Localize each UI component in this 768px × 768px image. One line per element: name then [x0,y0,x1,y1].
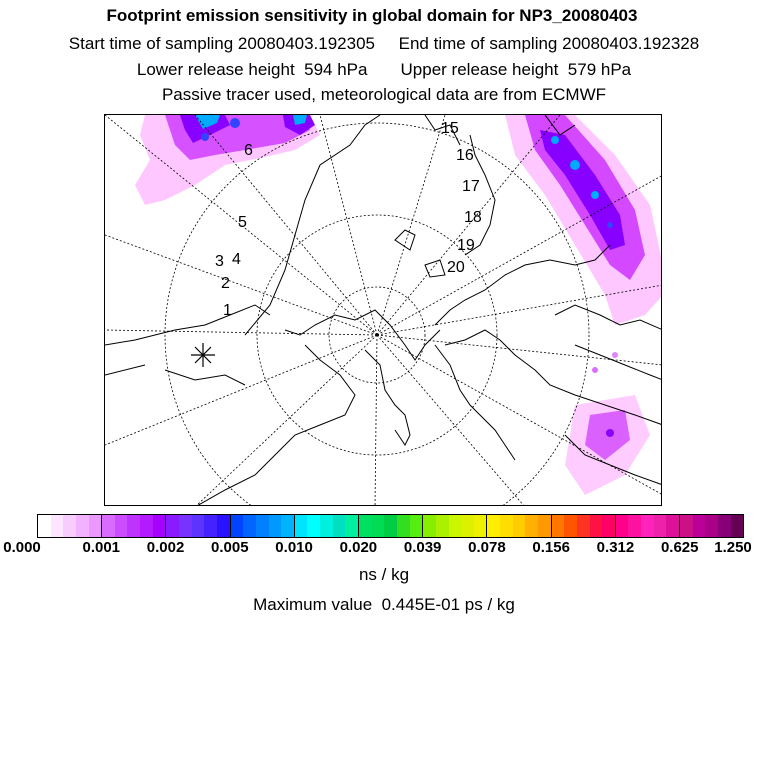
color-scale-tick-label: 1.250 [714,539,752,556]
color-scale-cell [38,515,51,537]
color-scale-tick-label: 0.002 [146,539,185,556]
color-scale-cell [115,515,128,537]
tracer-note: Passive tracer used, meteorological data are from ECMWF [161,85,607,104]
trajectory-label: 16 [456,147,474,164]
color-scale-cell [628,515,641,537]
color-scale-cell [449,515,462,537]
color-scale-cell [538,515,551,537]
start-time-label: Start time of sampling 20080403.192305 [68,34,376,53]
color-scale-tick-label: 0.312 [596,539,635,556]
color-scale-cell [140,515,153,537]
color-scale-cell [397,515,410,537]
color-scale-cell [513,515,526,537]
color-scale-tick-label: 0.020 [339,539,378,556]
color-scale-cell [165,515,179,537]
upper-release-label: Upper release height 579 hPa [400,60,632,79]
trajectory-label: 17 [462,178,480,195]
asterisk-icon [191,343,215,367]
color-scale-cell [602,515,615,537]
color-scale-cell [89,515,102,537]
trajectory-label: 2 [221,275,230,292]
lower-release-label: Lower release height 594 hPa [136,60,368,79]
color-scale-cell [679,515,693,537]
map-panel [104,114,662,506]
trajectory-label: 1 [223,302,232,319]
plot-title: Footprint emission sensitivity in global domain for NP3_20080403 [106,6,638,25]
color-scale-cell [256,515,269,537]
release-height-row [0,60,768,80]
color-scale-cell [333,515,346,537]
color-scale-cell [551,515,565,537]
color-scale-cell [486,515,500,537]
color-scale-cell [217,515,230,537]
trajectory-label: 6 [244,142,253,159]
color-scale-cell [666,515,679,537]
color-scale-cell [564,515,577,537]
color-scale-cell [590,515,603,537]
color-scale-tick-label: 0.156 [532,539,570,556]
sampling-time-row [0,34,768,54]
color-scale-cell [422,515,436,537]
trajectory-label: 15 [441,120,459,137]
trajectory-label: 20 [447,259,465,276]
color-scale-tick-label: 0.078 [468,539,506,556]
color-scale-cell [577,515,590,537]
units-label: ns / kg [358,565,410,584]
color-scale-cell [153,515,166,537]
sensitivity-plume-right [505,115,662,495]
color-scale-cell [63,515,76,537]
maximum-value-label: Maximum value 0.445E-01 ps / kg [253,595,515,614]
color-scale-cell [294,515,308,537]
color-scale-cell [372,515,385,537]
color-scale-cell [615,515,629,537]
trajectory-label: 5 [238,214,247,231]
sensitivity-plume-upper-left [135,115,320,205]
color-scale-cell [731,515,744,537]
color-scale-cell [269,515,282,537]
color-scale-tick-label: 0.625 [660,539,699,556]
color-scale-cell [76,515,89,537]
polar-map [105,115,662,506]
color-scale-cell [436,515,449,537]
color-scale-cell [281,515,294,537]
trajectory-label: 18 [464,209,482,226]
color-scale-cell [204,515,217,537]
color-scale-cell [693,515,706,537]
color-scale-cell [192,515,205,537]
color-scale-cell [230,515,244,537]
color-scale-tick-label: 0.039 [403,539,442,556]
color-scale-cell [358,515,372,537]
color-scale-cell [461,515,474,537]
color-scale-cell [179,515,192,537]
color-scale-bar [37,514,744,538]
color-scale-cell [474,515,487,537]
trajectory-label: 3 [215,253,224,270]
color-scale-tick-label: 0.010 [275,539,313,556]
trajectory-label: 4 [232,251,241,268]
color-scale-cell [654,515,667,537]
color-scale-cell [127,515,140,537]
color-scale-cell [51,515,64,537]
color-scale-cell [410,515,423,537]
color-scale-cell [345,515,358,537]
end-time-label: End time of sampling 20080403.192328 [398,34,700,53]
color-scale-cell [320,515,333,537]
color-scale-tick-label: 0.000 [3,539,41,556]
color-scale-cell [718,515,731,537]
color-scale-cell [500,515,513,537]
trajectory-label: 19 [457,237,475,254]
color-scale-cell [705,515,718,537]
color-scale-tick-label: 0.001 [82,539,121,556]
color-scale-cell [101,515,115,537]
color-scale-cell [307,515,320,537]
color-scale-cell [243,515,256,537]
color-scale-cell [384,515,397,537]
color-scale-cell [641,515,654,537]
color-scale-cell [525,515,538,537]
color-scale-tick-label: 0.005 [211,539,249,556]
